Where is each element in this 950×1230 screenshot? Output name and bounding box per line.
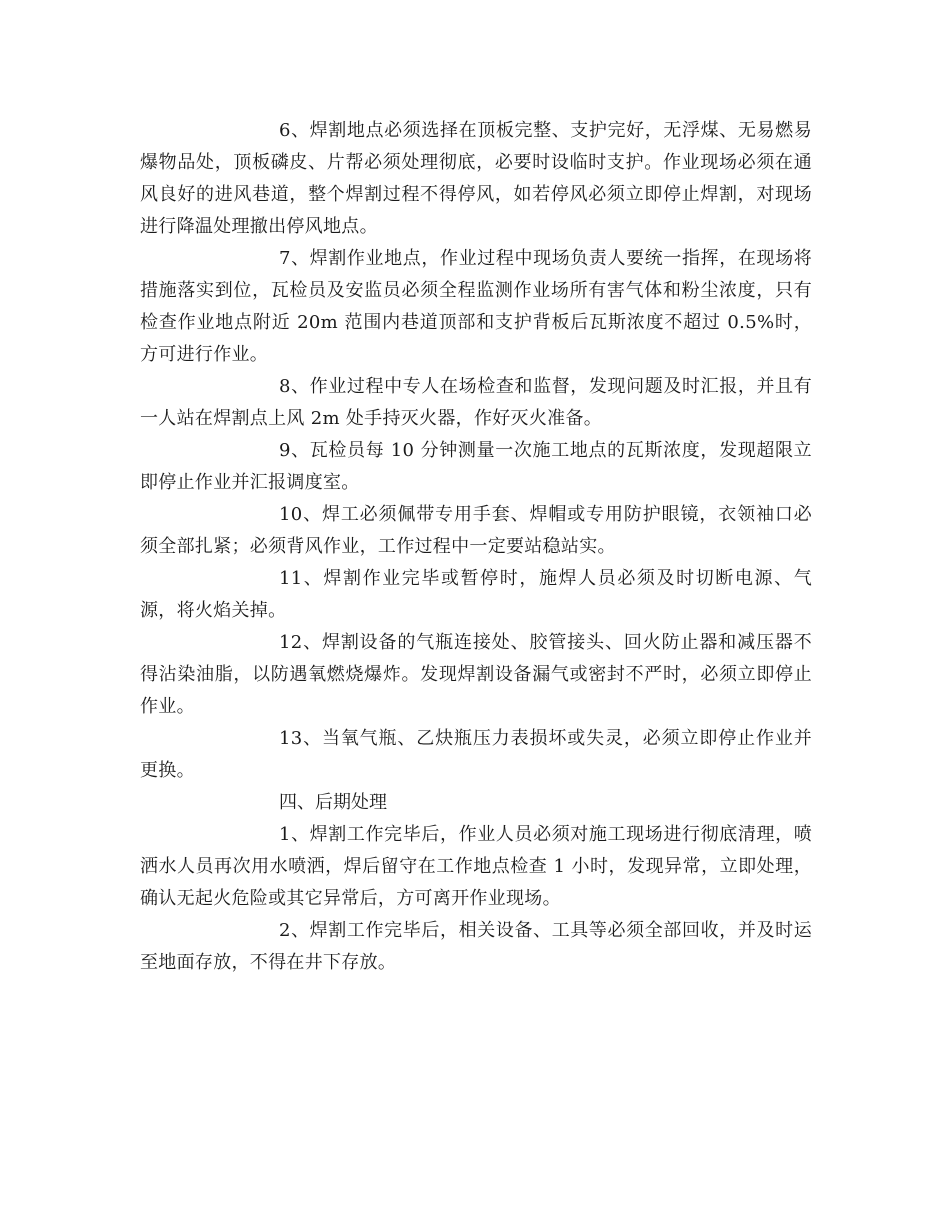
paragraph-item-6: 6、焊割地点必须选择在顶板完整、支护完好，无浮煤、无易燃易爆物品处，顶板磷皮、片帮必须处理彻底，必要时设临时支护。作业现场必须在通风良好的进风巷道，整个焊割过程不得停风，如若停风必须立即停止焊割，对现场进行降温处理撤出停风地点。	[140, 120, 812, 237]
paragraph-item-10: 10、焊工必须佩带专用手套、焊帽或专用防护眼镜，衣领袖口必须全部扎紧；必须背风作业，工作过程中一定要站稳站实。	[140, 504, 812, 557]
paragraph-item-8: 8、作业过程中专人在场检查和监督，发现问题及时汇报，并且有一人站在焊割点上风 2m 处手持灭火器，作好灭火准备。	[140, 376, 812, 429]
paragraph-item-12: 12、焊割设备的气瓶连接处、胶管接头、回火防止器和减压器不得沾染油脂，以防遇氧燃烧爆炸。发现焊割设备漏气或密封不严时，必须立即停止作业。	[140, 632, 812, 717]
paragraph-item-13: 13、当氧气瓶、乙炔瓶压力表损坏或失灵，必须立即停止作业并更换。	[140, 728, 812, 781]
paragraph-item-11: 11、焊割作业完毕或暂停时，施焊人员必须及时切断电源、气源，将火焰关掉。	[140, 568, 812, 621]
document-page	[140, 115, 812, 979]
post-paragraph-item-1: 1、焊割工作完毕后，作业人员必须对施工现场进行彻底清理，喷洒水人员再次用水喷洒，焊后留守在工作地点检查 1 小时，发现异常，立即处理，确认无起火危险或其它异常后，方可离开作业现场。	[140, 824, 812, 909]
paragraph-item-9: 9、瓦检员每 10 分钟测量一次施工地点的瓦斯浓度，发现超限立即停止作业并汇报调度室。	[140, 440, 812, 493]
post-paragraph-item-2: 2、焊割工作完毕后，相关设备、工具等必须全部回收，并及时运至地面存放，不得在井下存放。	[140, 920, 812, 973]
paragraph-item-7: 7、焊割作业地点，作业过程中现场负责人要统一指挥，在现场将措施落实到位，瓦检员及安监员必须全程监测作业场所有害气体和粉尘浓度，只有检查作业地点附近 20m 范围内巷道顶部和支护背板后瓦斯浓度不超过 0.5%时，方可进行作业。	[140, 248, 812, 365]
section-heading: 四、后期处理	[279, 792, 387, 813]
